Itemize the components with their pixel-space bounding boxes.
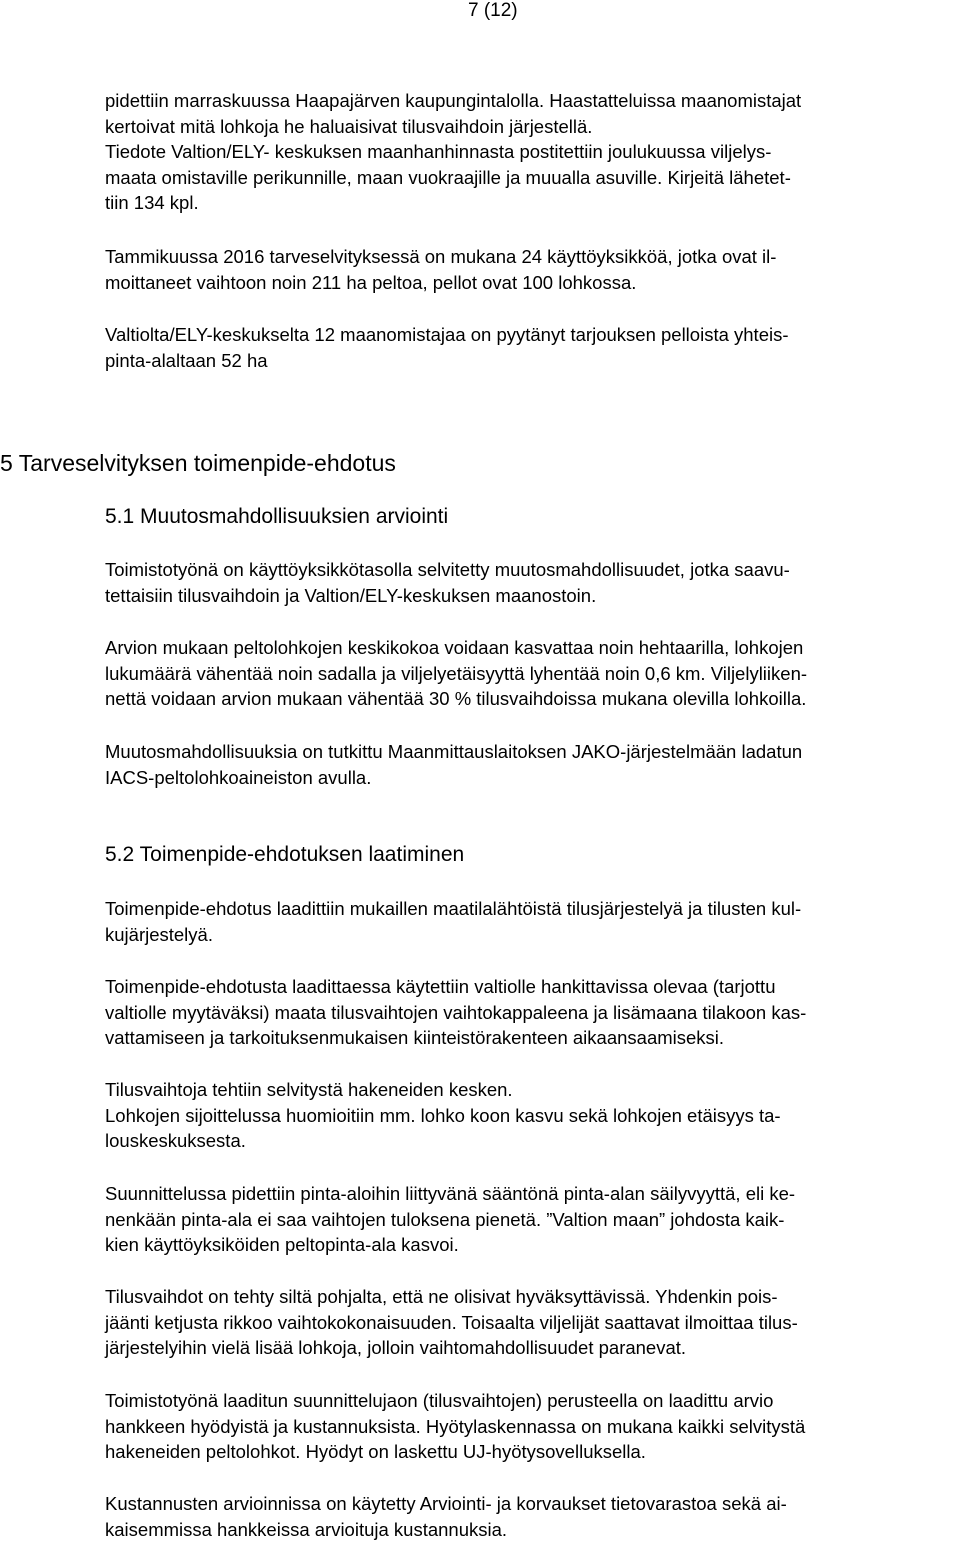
text-line: Lohkojen sijoittelussa huomioitiin mm. lohko koon kasvu sekä lohkojen etäisyys ta-	[105, 1104, 781, 1126]
paragraph-text	[105, 896, 943, 947]
text-line: moittaneet vaihtoon noin 211 ha peltoa, pellot ovat 100 lohkossa.	[105, 271, 637, 293]
text-line: nettä voidaan arvion mukaan vähentää 30 % tilusvaihdoissa mukana olevilla lohkoilla.	[105, 688, 807, 709]
text-line: Muutosmahdollisuuksia on tutkittu Maanmittauslaitoksen JAKO-järjestelmään ladatun	[105, 741, 803, 762]
paragraph-toimistotyona	[105, 557, 943, 608]
text-line: vattamiseen ja tarkoituksenmukaisen kiinteistörakenteen aikaansaamiseksi.	[105, 1027, 725, 1048]
text-line: IACS-peltolohkoaineiston avulla.	[105, 766, 372, 788]
text-line: Kustannusten arvioinnissa on käytetty Arviointi- ja korvaukset tietovarastoa sekä ai-	[105, 1493, 787, 1514]
text-line: Toimistotyönä on käyttöyksikkötasolla selvitetty muutosmahdollisuudet, jotka saavu-	[105, 559, 790, 580]
subsection-heading-5-2: 5.2 Toimenpide-ehdotuksen laatiminen	[105, 843, 465, 866]
paragraph-text	[105, 557, 943, 608]
text-line: kujärjestelyä.	[105, 923, 213, 945]
paragraph-tammikuussa	[105, 244, 943, 295]
text-line: kaisemmissa hankkeissa arvioituja kustannuksia.	[105, 1518, 508, 1540]
text-line: Tilusvaihdot on tehty siltä pohjalta, että ne olisivat hyväksyttävissä. Yhdenkin pois-	[105, 1286, 778, 1307]
paragraph-text	[105, 244, 943, 295]
text-line: pidettiin marraskuussa Haapajärven kaupungintalolla. Haastatteluissa maanomistajat	[105, 90, 802, 111]
page-number: 7 (12)	[468, 0, 518, 21]
paragraph-arvion	[105, 635, 943, 712]
text-line: Valtiolta/ELY-keskukselta 12 maanomistajaa on pyytänyt tarjouksen pelloista yhteis-	[105, 324, 789, 345]
paragraph-text	[105, 1077, 943, 1154]
subsection-heading-5-1: 5.1 Muutosmahdollisuuksien arviointi	[105, 505, 449, 528]
paragraph-text	[105, 974, 943, 1051]
text-line: louskeskuksesta.	[105, 1130, 246, 1151]
text-line: jäänti ketjusta rikkoo vaihtokokonaisuuden. Toisaalta viljelijät saattavat ilmoittaa tilus-	[105, 1311, 798, 1333]
paragraph-toimenpide-ehdotus	[105, 896, 943, 947]
paragraph-text	[105, 635, 943, 712]
text-line: hankkeen hyödyistä ja kustannuksista. Hyötylaskennassa on mukana kaikki selvitystä	[105, 1415, 806, 1437]
text-line: hakeneiden peltolohkot. Hyödyt on laskettu UJ-hyötysovelluksella.	[105, 1441, 646, 1462]
text-line: pinta-alaltaan 52 ha	[105, 349, 268, 371]
paragraph-text	[105, 322, 943, 373]
paragraph-text	[105, 739, 943, 790]
paragraph-kustannusten	[105, 1491, 943, 1542]
intro-paragraph	[105, 88, 943, 216]
paragraph-suunnittelussa	[105, 1181, 943, 1258]
text-line: järjestelyihin vielä lisää lohkoja, jolloin vaihtomahdollisuudet paranevat.	[105, 1337, 687, 1358]
text-line: tiin 134 kpl.	[105, 192, 199, 213]
text-line: Toimistotyönä laaditun suunnittelujaon (tilusvaihtojen) perusteella on laadittu arvio	[105, 1390, 774, 1411]
text-line: maata omistaville perikunnille, maan vuokraajille ja muualla asuville. Kirjeitä lähetet-	[105, 166, 791, 188]
text-line: kien käyttöyksiköiden peltopinta-ala kasvoi.	[105, 1234, 459, 1255]
paragraph-tilusvaihdot	[105, 1284, 943, 1361]
text-line: tettaisiin tilusvaihdoin ja Valtion/ELY-keskuksen maanostoin.	[105, 584, 597, 606]
paragraph-text	[105, 1388, 943, 1465]
paragraph-text	[105, 1181, 943, 1258]
paragraph-valtiolta	[105, 322, 943, 373]
paragraph-laadittaessa	[105, 974, 943, 1051]
text-line: nenkään pinta-ala ei saa vaihtojen tuloksena pienetä. ”Valtion maan” johdosta kaik-	[105, 1208, 785, 1230]
text-line: Suunnittelussa pidettiin pinta-aloihin liittyvänä sääntönä pinta-alan säilyvyyttä, eli ke-	[105, 1183, 796, 1204]
paragraph-text	[105, 88, 943, 216]
text-line: Tammikuussa 2016 tarveselvityksessä on mukana 24 käyttöyksikköä, jotka ovat il-	[105, 246, 777, 267]
text-line: Toimenpide-ehdotus laadittiin mukaillen maatilalähtöistä tilusjärjestelyä ja tilusten kul-	[105, 898, 802, 919]
text-line: lukumäärä vähentää noin sadalla ja viljelyetäisyyttä lyhentää noin 0,6 km. Viljelyliiken-	[105, 662, 808, 684]
text-line: Arvion mukaan peltolohkojen keskikokoa voidaan kasvattaa noin hehtaarilla, lohkojen	[105, 637, 804, 658]
paragraph-tilusvaihtoja	[105, 1077, 943, 1154]
text-line: kertoivat mitä lohkoja he haluaisivat tilusvaihdoin järjestellä.	[105, 115, 593, 137]
text-line: valtiolle myytäväksi) maata tilusvaihtojen vaihtokappaleena ja lisämaana tilakoon kas-	[105, 1001, 807, 1023]
paragraph-text	[105, 1491, 943, 1542]
section-heading-5: 5 Tarveselvityksen toimenpide-ehdotus	[0, 450, 396, 476]
text-line: Tiedote Valtion/ELY- keskuksen maanhanhinnasta postitettiin joulukuussa viljelys-	[105, 141, 772, 162]
paragraph-text	[105, 1284, 943, 1361]
paragraph-muutosmahdollisuuksia	[105, 739, 943, 790]
paragraph-toimistotyona-laaditun	[105, 1388, 943, 1465]
text-line: Tilusvaihtoja tehtiin selvitystä hakeneiden kesken.	[105, 1079, 513, 1100]
text-line: Toimenpide-ehdotusta laadittaessa käytettiin valtiolle hankittavissa olevaa (tarjottu	[105, 976, 776, 997]
